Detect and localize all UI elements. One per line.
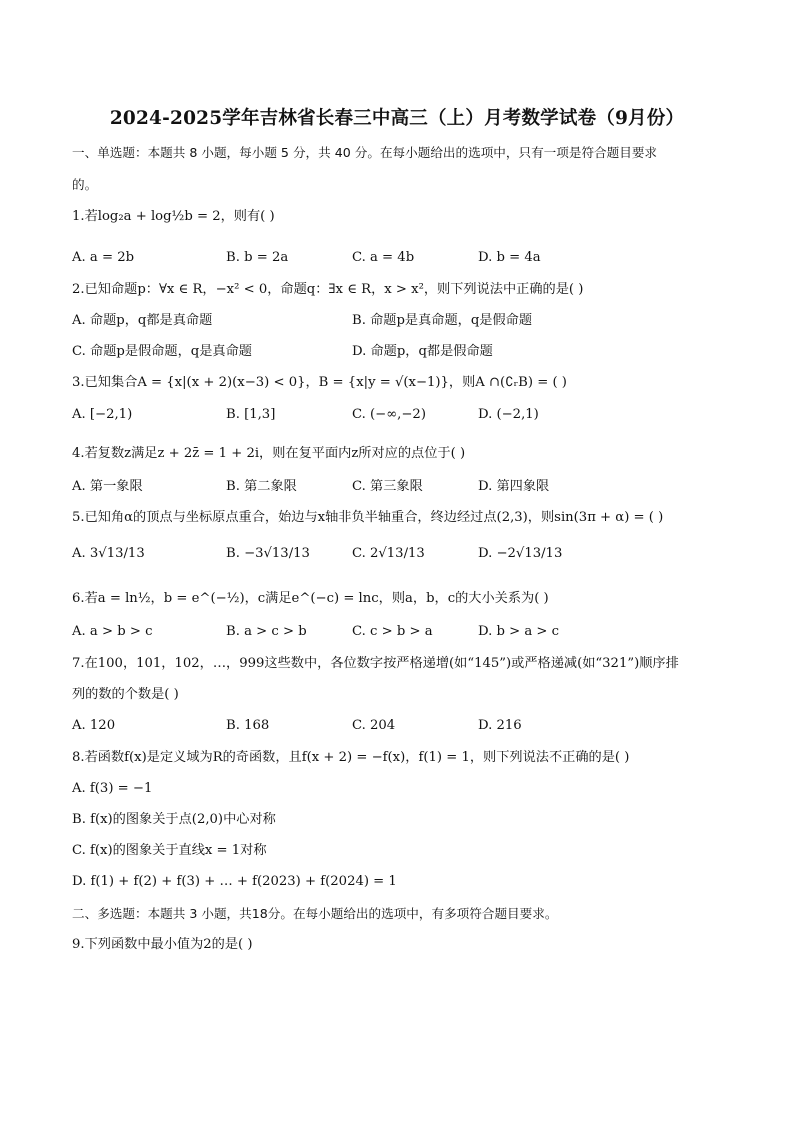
q6-option-d: D. b > a > c bbox=[478, 624, 560, 639]
q1-option-b: B. b = 2a bbox=[226, 250, 289, 265]
q2-option-c: C. 命题p是假命题，q是真命题 bbox=[72, 344, 252, 359]
q3-option-a: A. [−2,1) bbox=[72, 407, 133, 422]
q4-option-d: D. 第四象限 bbox=[478, 479, 550, 494]
q8-option-c: C. f(x)的图象关于直线x = 1对称 bbox=[72, 843, 267, 858]
question-4-stem: 4.若复数z满足z + 2z̄ = 1 + 2i，则在复平面内z所对应的点位于( ) bbox=[72, 446, 466, 461]
section-2-heading: 二、多选题：本题共 3 小题，共18分。在每小题给出的选项中，有多项符合题目要求。 bbox=[72, 906, 558, 921]
q6-option-b: B. a > c > b bbox=[226, 624, 307, 639]
q3-option-b: B. [1,3] bbox=[226, 407, 276, 422]
q5-option-a: A. 3√13/13 bbox=[72, 546, 145, 561]
q2-option-b: B. 命题p是真命题，q是假命题 bbox=[352, 313, 533, 328]
question-7-stem: 7.在100，101，102，…，999这些数中，各位数字按严格递增(如“145”)或严格递减(如“321”)顺序排 bbox=[72, 656, 679, 671]
q1-option-d: D. b = 4a bbox=[478, 250, 541, 265]
q5-option-c: C. 2√13/13 bbox=[352, 546, 425, 561]
q7-option-b: B. 168 bbox=[226, 718, 270, 733]
question-9-stem: 9.下列函数中最小值为2的是( ) bbox=[72, 937, 253, 952]
q7-option-c: C. 204 bbox=[352, 718, 396, 733]
q7-option-d: D. 216 bbox=[478, 718, 522, 733]
question-7-stem-cont: 列的数的个数是( ) bbox=[72, 687, 179, 702]
exam-title: 2024-2025学年吉林省长春三中高三（上）月考数学试卷（9月份） bbox=[109, 108, 685, 129]
section-1-heading-cont: 的。 bbox=[72, 177, 98, 192]
q1-option-a: A. a = 2b bbox=[72, 250, 135, 265]
question-8-stem: 8.若函数f(x)是定义域为R的奇函数，且f(x + 2) = −f(x)，f(1) = 1，则下列说法不正确的是( ) bbox=[72, 750, 630, 765]
question-3-stem: 3.已知集合A = {x|(x + 2)(x−3) < 0}，B = {x|y = √(x−1)}，则A ∩(∁ᵣB) = ( ) bbox=[72, 375, 567, 390]
q6-option-a: A. a > b > c bbox=[72, 624, 153, 639]
q8-option-a: A. f(3) = −1 bbox=[72, 781, 153, 796]
q2-option-a: A. 命题p，q都是真命题 bbox=[72, 313, 213, 328]
q8-option-d: D. f(1) + f(2) + f(3) + … + f(2023) + f(2024) = 1 bbox=[72, 874, 397, 889]
section-1-heading: 一、单选题：本题共 8 小题，每小题 5 分，共 40 分。在每小题给出的选项中，只有一项是符合题目要求 bbox=[72, 145, 658, 160]
q5-option-b: B. −3√13/13 bbox=[226, 546, 310, 561]
q8-option-b: B. f(x)的图象关于点(2,0)中心对称 bbox=[72, 812, 276, 827]
q5-option-d: D. −2√13/13 bbox=[478, 546, 563, 561]
question-2-stem: 2.已知命题p：∀x ∈ R，−x² < 0，命题q：∃x ∈ R，x > x²，则下列说法中正确的是( ) bbox=[72, 282, 584, 297]
q2-option-d: D. 命题p，q都是假命题 bbox=[352, 344, 493, 359]
q7-option-a: A. 120 bbox=[72, 718, 116, 733]
q3-option-c: C. (−∞,−2) bbox=[352, 407, 426, 422]
q6-option-c: C. c > b > a bbox=[352, 624, 433, 639]
question-6-stem: 6.若a = ln½，b = e^(−½)，c满足e^(−c) = lnc，则a，b，c的大小关系为( ) bbox=[72, 591, 549, 606]
q3-option-d: D. (−2,1) bbox=[478, 407, 539, 422]
q1-option-c: C. a = 4b bbox=[352, 250, 415, 265]
q4-option-a: A. 第一象限 bbox=[72, 479, 143, 494]
q4-option-c: C. 第三象限 bbox=[352, 479, 423, 494]
question-1-stem: 1.若log₂a + log½b = 2，则有( ) bbox=[72, 209, 275, 224]
q4-option-b: B. 第二象限 bbox=[226, 479, 297, 494]
question-5-stem: 5.已知角α的顶点与坐标原点重合，始边与x轴非负半轴重合，终边经过点(2,3)，则sin(3π + α) = ( ) bbox=[72, 510, 664, 525]
